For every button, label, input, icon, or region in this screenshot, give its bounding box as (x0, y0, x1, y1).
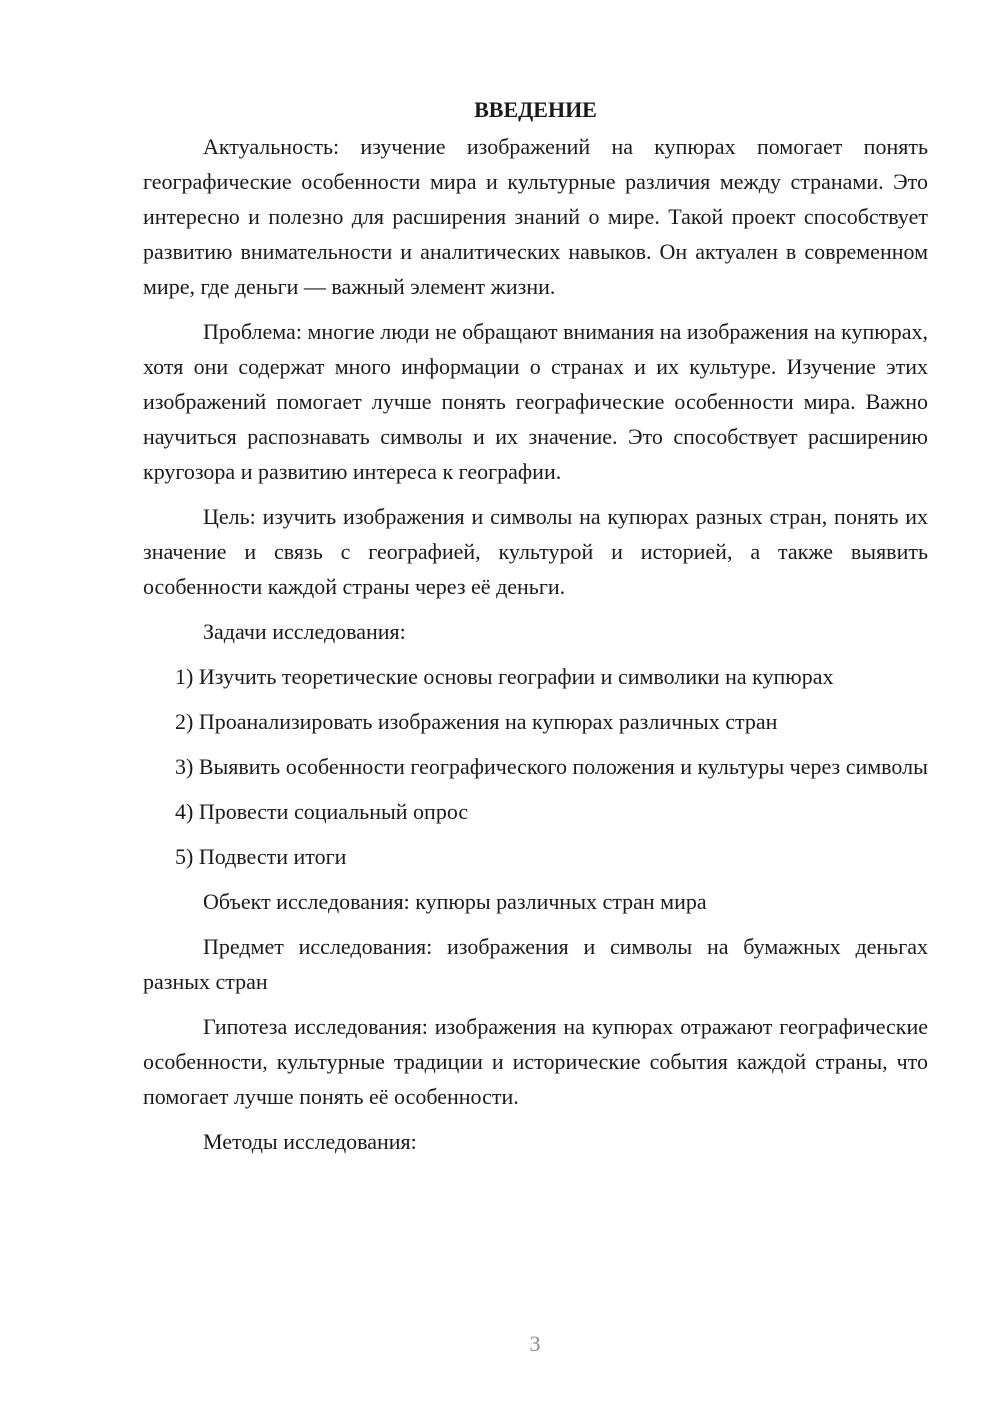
list-item: 2) Проанализировать изображения на купюрах различных стран (175, 709, 778, 734)
paragraph-object: Объект исследования: купюры различных стран мира (203, 889, 707, 914)
document-page (143, 92, 928, 1169)
paragraph-methods: Методы исследования: (203, 1129, 417, 1154)
tasks-list (143, 659, 928, 874)
list-item: 4) Провести социальный опрос (175, 799, 469, 824)
paragraph-problem: Проблема: многие люди не обращают внимания на изображения на купюрах, хотя они содержат много информации о странах и их культуре. Изучение этих изображений помогает лучше понять географические особенности мира. Важно научиться распознавать символы и их значение. Это способствует расширению кругозора и развитию интереса к географии. (143, 319, 928, 484)
paragraph-subject: Предмет исследования: изображения и символы на бумажных деньгах разных стран (143, 934, 928, 994)
tasks-heading: Задачи исследования: (203, 619, 406, 644)
list-item: 1) Изучить теоретические основы географии и символики на купюрах (175, 664, 834, 689)
paragraph-hypothesis: Гипотеза исследования: изображения на купюрах отражают географические особенности, культурные традиции и исторические события каждой страны, что помогает лучше понять её особенности. (143, 1014, 928, 1109)
paragraph-goal: Цель: изучить изображения и символы на купюрах разных стран, понять их значение и связь с географией, культурой и историей, а также выявить особенности каждой страны через её деньги. (143, 504, 928, 599)
page-title: ВВЕДЕНИЕ (474, 97, 597, 122)
list-item: 3) Выявить особенности географического положения и культуры через символы (175, 754, 928, 779)
list-item: 5) Подвести итоги (175, 844, 347, 869)
paragraph-relevance: Актуальность: изучение изображений на купюрах помогает понять географические особенности мира и культурные различия между странами. Это интересно и полезно для расширения знаний о мире. Такой проект способствует развитию внимательности и аналитических навыков. Он актуален в современном мире, где деньги — важный элемент жизни. (143, 134, 928, 299)
page-number: 3 (529, 1331, 541, 1356)
